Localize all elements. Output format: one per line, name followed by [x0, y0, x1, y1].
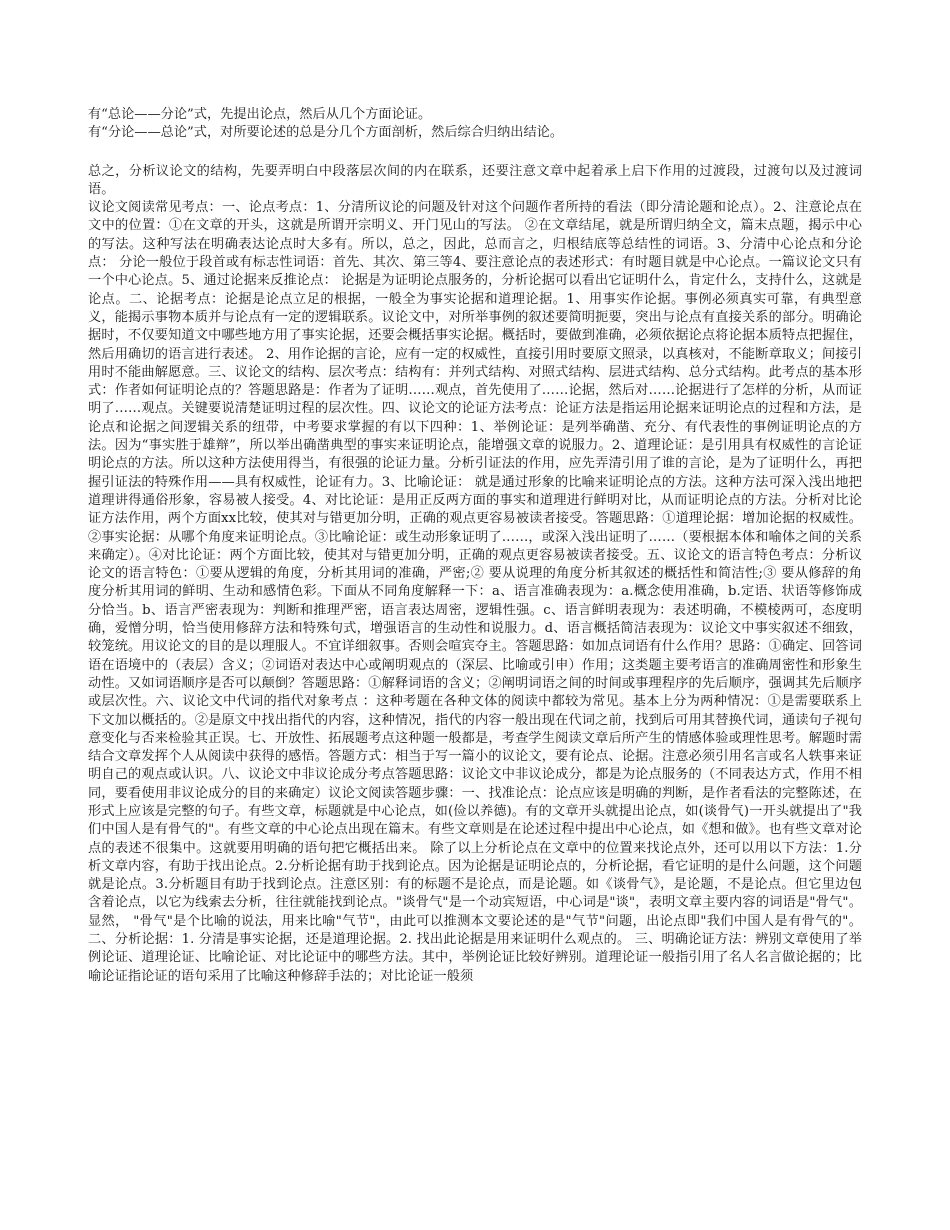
- summary-paragraph: 总之，分析议论文的结构，先要弄明白中段落层次间的内在联系，还要注意文章中起着承上启下作用的过渡段，过渡句以及过渡词语。: [88, 163, 862, 197]
- document-page: [88, 106, 862, 986]
- intro-line-1: 有“总论——分论”式，先提出论点，然后从几个方面论证。: [88, 107, 432, 122]
- paragraph-spacer: [88, 143, 862, 163]
- intro-line-2: 有“分论——总论”式，对所要论述的总是分几个方面剖析，然后综合归纳出结论。: [88, 125, 564, 141]
- main-body-paragraph: 议论文阅读常见考点：一、论点考点：1、分清所议论的问题及针对这个问题作者所持的看法（即分清论题和论点）。2、注意论点在文中的位置：①在文章的开头，这就是所谓开宗明义、开门见山的写法。 ②在文章结尾，就是所谓归纳全文，篇末点题，揭示中心的写法。这种写法在明确表达论点时大多有。所以，总之，因此，总而言之，归根结底等总结性的词语。3、分清中心论点和分论点： 分论一般位于段首或有标志性词语：首先、其次、第三等4、要注意论点的表述形式：有时题目就是中心论点。一篇议论文只有一个中心论点。5、通过论据来反推论点： 论据是为证明论点服务的，分析论据可以看出它证明什么，肯定什么，支持什么，这就是论点。二、论据考点：论据是论点立足的根据，一般全为事实论据和道理论据。1、用事实作论据。事例必须真实可靠，有典型意义，能揭示事物本质并与论点有一定的逻辑联系。议论文中，对所举事例的叙述要简明扼要，突出与论点有直接关系的部分。明确论据时，不仅要知道文中哪些地方用了事实论据，还要会概括事实论据。概括时，要做到准确，必须依据论点将论据本质特点把握住，然后用确切的语言进行表述。 2、用作论据的言论，应有一定的权威性，直接引用时要原文照录，以真核对，不能断章取义；间接引用时不能曲解愿意。三、议论文的结构、层次考点：结构有：并列式结构、对照式结构、层进式结构、总分式结构。此考点的基本形式：作者如何证明论点的？答题思路是：作者为了证明……观点，首先使用了……论据，然后对……论据进行了怎样的分析，从而证明了……观点。关键要说清楚证明过程的层次性。四、议论文的论证方法考点：论证方法是指运用论据来证明论点的过程和方法，是论点和论据之间逻辑关系的纽带，中考要求掌握的有以下四种：1、举例论证：是列举确凿、充分、有代表性的事例证明论点的方法。因为“事实胜于雄辩”，所以举出确凿典型的事实来证明论点，能增强文章的说服力。2、道理论证：是引用具有权威性的言论证明论点的方法。所以这种方法使用得当，有很强的论证力量。分析引证法的作用，应先弄清引用了谁的言论，是为了证明什么，再把握引证法的特殊作用——具有权威性，论证有力。3、比喻论证： 就是通过形象的比喻来证明论点的方法。这种方法可深入浅出地把道理讲得通俗形象，容易被人接受。4、对比论证：是用正反两方面的事实和道理进行鲜明对比，从而证明论点的方法。分析对比论证方法作用，两个方面xx比较，使其对与错更加分明，正确的观点更容易被读者接受。答题思路：①道理论据：增加论据的权威性。②事实论据：从哪个角度来证明论点。③比喻论证：或生动形象证明了……，或深入浅出证明了……（要根据本体和喻体之间的关系来确定）。④对比论证：两个方面比较，使其对与错更加分明，正确的观点更容易被读者接受。五、议论文的语言特色考点：分析议论文的语言特色：①要从逻辑的角度，分析其用词的准确，严密;② 要从说理的角度分析其叙述的概括性和简洁性;③ 要从修辞的角度分析其用词的鲜明、生动和感情色彩。下面从不同角度解释一下：a、语言准确表现为：a.概念使用准确，b.定语、状语等修饰成分恰当。b、语言严密表现为：判断和推理严密，语言表达周密，逻辑性强。c、语言鲜明表现为：表述明确，不模棱两可，态度明确，爱憎分明，恰当使用修辞方法和特殊句式，增强语言的生动性和说服力。d、语言概括简洁表现为：议论文中事实叙述不细致，较笼统。用议论文的目的是以理服人。不宜详细叙事。否则会喧宾夺主。答题思路：如加点词语有什么作用？思路：①确定、回答词语在语境中的（表层）含义；②词语对表达中心或阐明观点的（深层、比喻或引申）作用；这类题主要考语言的准确周密性和形象生动性。又如词语顺序是否可以颠倒？答题思路：①解释词语的含义；②阐明词语之间的时间或事理程序的先后顺序，强调其先后顺序或层次性。六、议论文中代词的指代对象考点 ：这种考题在各种文体的阅读中都较为常见。基本上分为两种情况：①是需要联系上下文加以概括的。②是原文中找出指代的内容，这种情况，指代的内容一般出现在代词之前，找到后可用其替换代词，通读句子视句意变化与否来检验其正误。七、开放性、拓展题考点这种题一般都是，考查学生阅读文章后所产生的情感体验或理性思考。解题时需结合文章发挥个人从阅读中获得的感悟。答题方式：相当于写一篇小的议论文，要有论点、论据。注意必须引用名言或名人轶事来证明自己的观点或认识。八、议论文中非议论成分考点答题思路：议论文中非议论成分，都是为论点服务的（不同表达方式，作用不相同，要看使用非议论成分的目的来确定）议论文阅读答题步骤：一、找准论点：论点应该是明确的判断，是作者看法的完整陈述，在形式上应该是完整的句子。有些文章，标题就是中心论点，如(俭以养德)。有的文章开头就提出论点，如(谈骨气)一开头就提出了"我们中国人是有骨气的"。有些文章的中心论点出现在篇末。有些文章则是在论述过程中提出中心论点，如《想和做》。也有些文章对论点的表述不很集中。这就要用明确的语句把它概括出来。 除了以上分析论点在文章中的位置来找论点外，还可以用以下方法：1.分析文章内容，有助于找出论点。2.分析论据有助于找到论点。因为论据是证明论点的，分析论据，看它证明的是什么问题，这个问题就是论点。3.分析题目有助于找到论点。注意区别：有的标题不是论点，而是论题。如《谈骨气》，是论题，不是论点。但它里边包含着论点，以它为线索去分析，往往就能找到论点。"谈骨气"是一个动宾短语，中心词是"谈"，表明文章主要内容的词语是"骨气"。显然， "骨气"是个比喻的说法，用来比喻"气节"，由此可以推测本文要论述的是"气节"问题，出论点即"我们中国人是有骨气的"。 二、分析论据：1. 分清是事实论据，还是道理论据。2. 找出此论据是用来证明什么观点的。 三、明确论证方法：辨别文章使用了举例论证、道理论证、比喻论证、对比论证中的哪些方法。其中，举例论证比较好辨别。道理论证一般指引用了名人名言做论据的；比喻论证指论证的语句采用了比喻这种修辞手法的；对比论证一般须: [88, 200, 862, 984]
